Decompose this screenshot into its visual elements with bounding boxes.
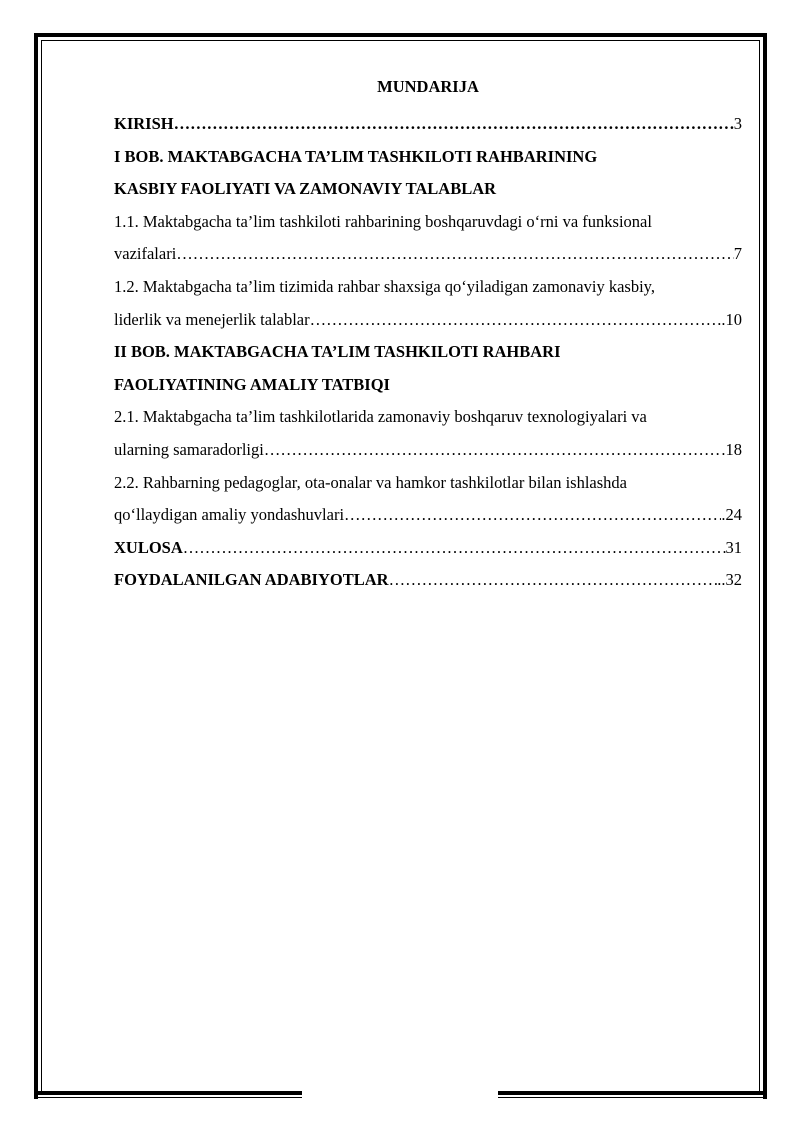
leader-dots [176, 238, 733, 271]
toc-section-2-2-line-1[interactable]: 2.2. Rahbarning pedagoglar, ota-onalar va hamkor tashkilotlar bilan ishlashda [114, 472, 627, 492]
toc-page-number: ..32 [717, 570, 742, 590]
toc-entry-label: ularning samaradorligi [114, 439, 264, 459]
toc-page-number: 31 [725, 537, 742, 557]
leader-dots [389, 564, 718, 597]
toc-entry-label: KIRISH [114, 114, 174, 133]
table-of-contents [114, 76, 742, 597]
toc-section-1-1-line-2[interactable] [114, 238, 742, 271]
bottom-border-right-thin [498, 1097, 767, 1098]
toc-section-2-2-line-2[interactable] [114, 499, 742, 532]
toc-chapter-1-heading-line-2[interactable]: KASBIY FAOLIYATI VA ZAMONAVIY TALABLAR [114, 179, 497, 199]
leader-dots [264, 434, 722, 467]
toc-section-1-2-line-1[interactable]: 1.2. Maktabgacha ta’lim tizimida rahbar shaxsiga qo‘yiladigan zamonaviy kasbiy, [114, 276, 655, 296]
toc-section-1-1-line-1[interactable]: 1.1. Maktabgacha ta’lim tashkiloti rahbarining boshqaruvdagi o‘rni va funksional [114, 211, 652, 231]
toc-section-2-1-line-2[interactable] [114, 434, 742, 467]
bottom-border-left-thick [34, 1091, 302, 1095]
toc-entry-label: qo‘llaydigan amaliy yondashuvlari [114, 505, 345, 525]
toc-entry-label: FOYDALANILGAN ADABIYOTLAR [114, 570, 389, 590]
toc-page-number: .24 [721, 505, 742, 525]
toc-entry-adabiyotlar[interactable] [114, 564, 742, 597]
toc-entry-kirish[interactable] [114, 108, 742, 141]
leader-dots [174, 108, 734, 141]
toc-entry-label: vazifalari [114, 244, 177, 264]
bottom-border-left-thin [34, 1097, 302, 1098]
toc-page-number: .18 [721, 439, 742, 459]
leader-dots [183, 532, 726, 565]
leader-dots [344, 499, 721, 532]
toc-page-number: 3 [733, 114, 742, 133]
leader-dots [310, 304, 718, 337]
toc-chapter-2-heading-line-2[interactable]: FAOLIYATINING AMALIY TATBIQI [114, 374, 390, 394]
toc-chapter-1-heading-line-1[interactable]: I BOB. MAKTABGACHA TA’LIM TASHKILOTI RAHBARINING [114, 146, 598, 166]
toc-page-number: ..10 [717, 309, 742, 329]
toc-page-number: 7 [733, 244, 742, 264]
toc-section-1-2-line-2[interactable] [114, 304, 742, 337]
page-title: MUNDARIJA [377, 77, 479, 96]
toc-entry-xulosa[interactable] [114, 532, 742, 565]
bottom-border-right-thick [498, 1091, 767, 1095]
toc-entry-label: XULOSA [114, 537, 183, 557]
toc-entry-label: liderlik va menejerlik talablar [114, 309, 310, 329]
toc-chapter-2-heading-line-1[interactable]: II BOB. MAKTABGACHA TA’LIM TASHKILOTI RAHBARI [114, 342, 561, 362]
toc-section-2-1-line-1[interactable]: 2.1. Maktabgacha ta’lim tashkilotlarida zamonaviy boshqaruv texnologiyalari va [114, 407, 647, 427]
